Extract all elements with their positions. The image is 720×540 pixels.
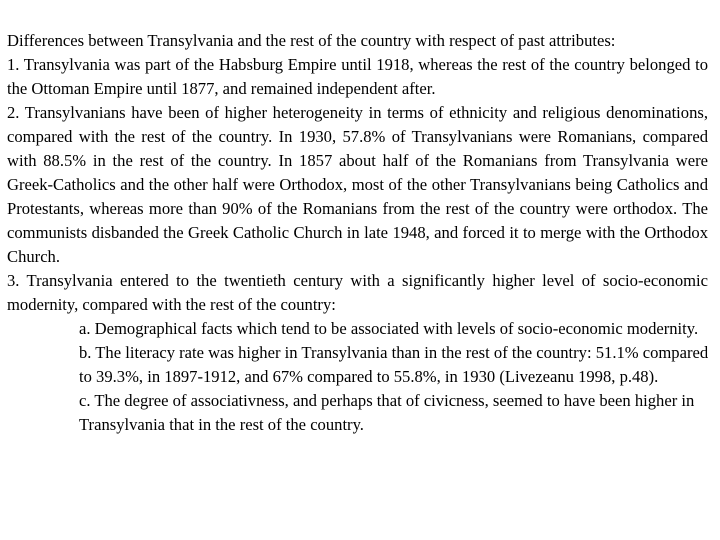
intro-paragraph: Differences between Transylvania and the rest of the country with respect of past attributes: xyxy=(7,31,616,50)
point-3-paragraph: 3. Transylvania entered to the twentieth century with a significantly higher level of socio-economic modernity, compared with the rest of the country: xyxy=(7,271,708,314)
subpoint-a: a. Demographical facts which tend to be associated with levels of socio-economic modernity. xyxy=(79,319,699,338)
subpoint-b: b. The literacy rate was higher in Transylvania than in the rest of the country: 51.1% compared to 39.3%, in 1897-1912, and 67% compared to 55.8%, in 1930 (Livezeanu 1998, p.48). xyxy=(79,343,709,386)
subpoint-c: c. The degree of associativness, and perhaps that of civicness, seemed to have been higher in Transylvania that in the rest of the country. xyxy=(79,391,695,434)
document-body xyxy=(7,29,708,437)
point-2-paragraph: 2. Transylvanians have been of higher heterogeneity in terms of ethnicity and religious denominations, compared with the rest of the country. In 1930, 57.8% of Transylvanians were Romanians, compared with 88.5% in the rest of the country. In 1857 about half of the Romanians from Transylvania were Greek-Catholics and the other half were Orthodox, most of the other Transylvanians being Catholics and Protestants, whereas more than 90% of the Romanians from the rest of the country were orthodox. The communists disbanded the Greek Catholic Church in late 1948, and forced it to merge with the Orthodox Church. xyxy=(7,103,708,266)
point-1-paragraph: 1. Transylvania was part of the Habsburg Empire until 1918, whereas the rest of the country belonged to the Ottoman Empire until 1877, and remained independent after. xyxy=(7,55,708,98)
